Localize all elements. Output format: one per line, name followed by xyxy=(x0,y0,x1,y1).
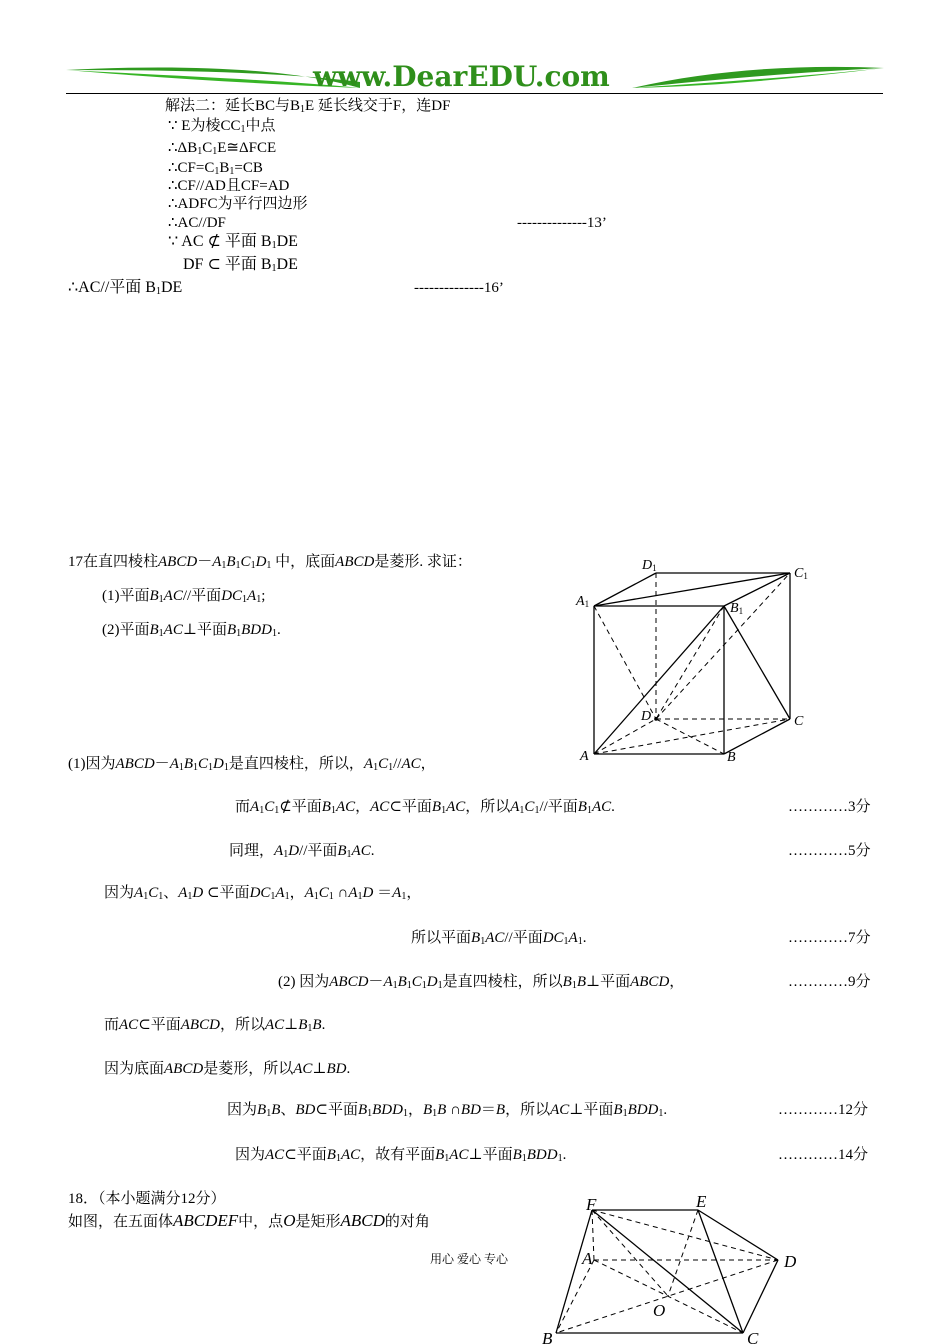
score-3: …………3分 xyxy=(788,799,871,815)
label-E: E xyxy=(696,1192,707,1211)
label-A: A xyxy=(582,1249,593,1268)
method2-line4: ∴CF//AD且CF=AD xyxy=(168,178,290,194)
edge-DC xyxy=(743,1260,778,1333)
method2-line9: ∴AC//平面 $B_1DE$ xyxy=(68,279,183,297)
diag-A1C1 xyxy=(594,573,790,606)
label-B1: B1 xyxy=(730,601,744,616)
edge-ED xyxy=(698,1210,778,1260)
q17-sol-line6: (2) 因为$ABCD-A_1B_1C_1D_1$是直四棱柱，所以$B_1B\perp$平面ABCD， xyxy=(278,974,685,991)
q17-sol-line2: 而$A_1C_1⊄$平面$B_1AC$，AC⊂平面$B_1AC$，所以$A_1C_1//$平面$B_1AC$. xyxy=(235,799,615,816)
label-D: D xyxy=(784,1252,797,1271)
method2-score16: --------------16’ xyxy=(414,280,504,296)
method2-line6: ∴AC//DF xyxy=(168,215,226,231)
method2-line1: ∵ E为棱$CC_1$中点 xyxy=(168,118,276,135)
method2-line7: ∵ AC ⊄ 平面 $B_1DE$ xyxy=(168,233,298,251)
method2-line8: DF ⊂ 平面 $B_1DE$ xyxy=(183,256,298,274)
seg-B1C xyxy=(724,606,790,719)
q17-sol-line7: 而AC⊂平面ABCD，所以$AC\perp B_1B$. xyxy=(104,1017,326,1034)
label-D: D xyxy=(641,709,652,724)
label-B: B xyxy=(542,1329,553,1344)
edge-FB xyxy=(556,1210,592,1333)
q17-sol-line5: 所以平面$B_1AC//$平面$DC_1A_1$. xyxy=(411,930,587,947)
method2-line5: ∴ADFC为平行四边形 xyxy=(168,196,308,212)
q17-part1: (1)平面$B_1AC//$平面$DC_1A_1$; xyxy=(102,588,266,605)
score-12: …………12分 xyxy=(778,1102,869,1118)
q17-stem: 17在直四棱柱$ABCD-A_1B_1C_1D_1$ 中，底面ABCD是菱形. 求证： xyxy=(68,554,472,571)
q17-sol-line1: (1)因为$ABCD-A_1B_1C_1D_1$是直四棱柱，所以，$A_1C_1//AC$， xyxy=(68,756,436,773)
method2-score13: --------------13’ xyxy=(517,215,607,231)
q17-part2: (2)平面$B_1AC\perp$平面$B_1BDD_1$. xyxy=(102,622,281,639)
q17-sol-line10: 因为AC⊂平面$B_1AC$，故有平面$B_1AC\perp$平面$B_1BDD_1$. xyxy=(235,1147,567,1164)
score-7: …………7分 xyxy=(788,930,871,946)
q17-sol-line8: 因为底面ABCD是菱形，所以AC⊥BD. xyxy=(104,1061,351,1077)
q17-sol-line9: 因为$B_1B$、BD⊂平面$B_1BDD_1$，$B_1B$ ∩BD＝B，所以AC⊥平面$B_1BDD_1$. xyxy=(227,1102,668,1119)
label-F: F xyxy=(586,1195,597,1214)
label-A1: A1 xyxy=(576,594,590,609)
method2-line3: $\therefore CF=C_1B_1=CB$ xyxy=(168,160,263,177)
seg-FD xyxy=(592,1210,778,1260)
label-C1: C1 xyxy=(794,566,808,581)
score-5: …………5分 xyxy=(788,843,871,859)
label-C: C xyxy=(794,714,804,729)
method2-line2: $\therefore\Delta B_1C_1E≅\Delta FCE$ xyxy=(168,140,277,157)
q17-sol-line3: 同理，$A_1D//$平面$B_1AC$. xyxy=(229,843,375,860)
diag-DB xyxy=(656,719,724,754)
score-14: …………14分 xyxy=(778,1147,869,1163)
seg-EO xyxy=(668,1210,698,1296)
logo-text: www.DearEDU.com xyxy=(313,60,610,93)
label-B: B xyxy=(727,750,736,765)
seg-DC1 xyxy=(656,573,790,719)
label-D1: D1 xyxy=(642,558,657,573)
method2-title: 解法二：延长BC与$B_1E$ 延长线交于F，连DF xyxy=(165,98,451,115)
score-9: …………9分 xyxy=(788,974,871,990)
diag-AC xyxy=(594,719,790,754)
seg-AB1 xyxy=(594,606,724,754)
q17-sol-line4: 因为$A_1C_1$、$A_1D$ ⊂平面$DC_1A_1$，$A_1C_1$ $\cap A_1D =A_1$， xyxy=(104,885,422,902)
label-O: O xyxy=(653,1301,666,1320)
label-C: C xyxy=(747,1329,759,1344)
footer-text: 用心 爱心 专心 xyxy=(430,1252,509,1266)
header-divider xyxy=(66,93,883,94)
pentahedron-diagram xyxy=(538,1188,808,1344)
seg-B1D xyxy=(656,606,724,719)
q18-text: 如图，在五面体ABCDEF中，点O是矩形ABCD的对角 xyxy=(68,1211,430,1230)
seg-A1D xyxy=(594,606,656,719)
seg-FO xyxy=(592,1210,668,1296)
label-A: A xyxy=(580,749,589,764)
prism-diagram xyxy=(570,552,820,767)
edge-BC xyxy=(724,719,790,754)
q18-heading: 18．（本小题满分12分） xyxy=(68,1191,226,1207)
